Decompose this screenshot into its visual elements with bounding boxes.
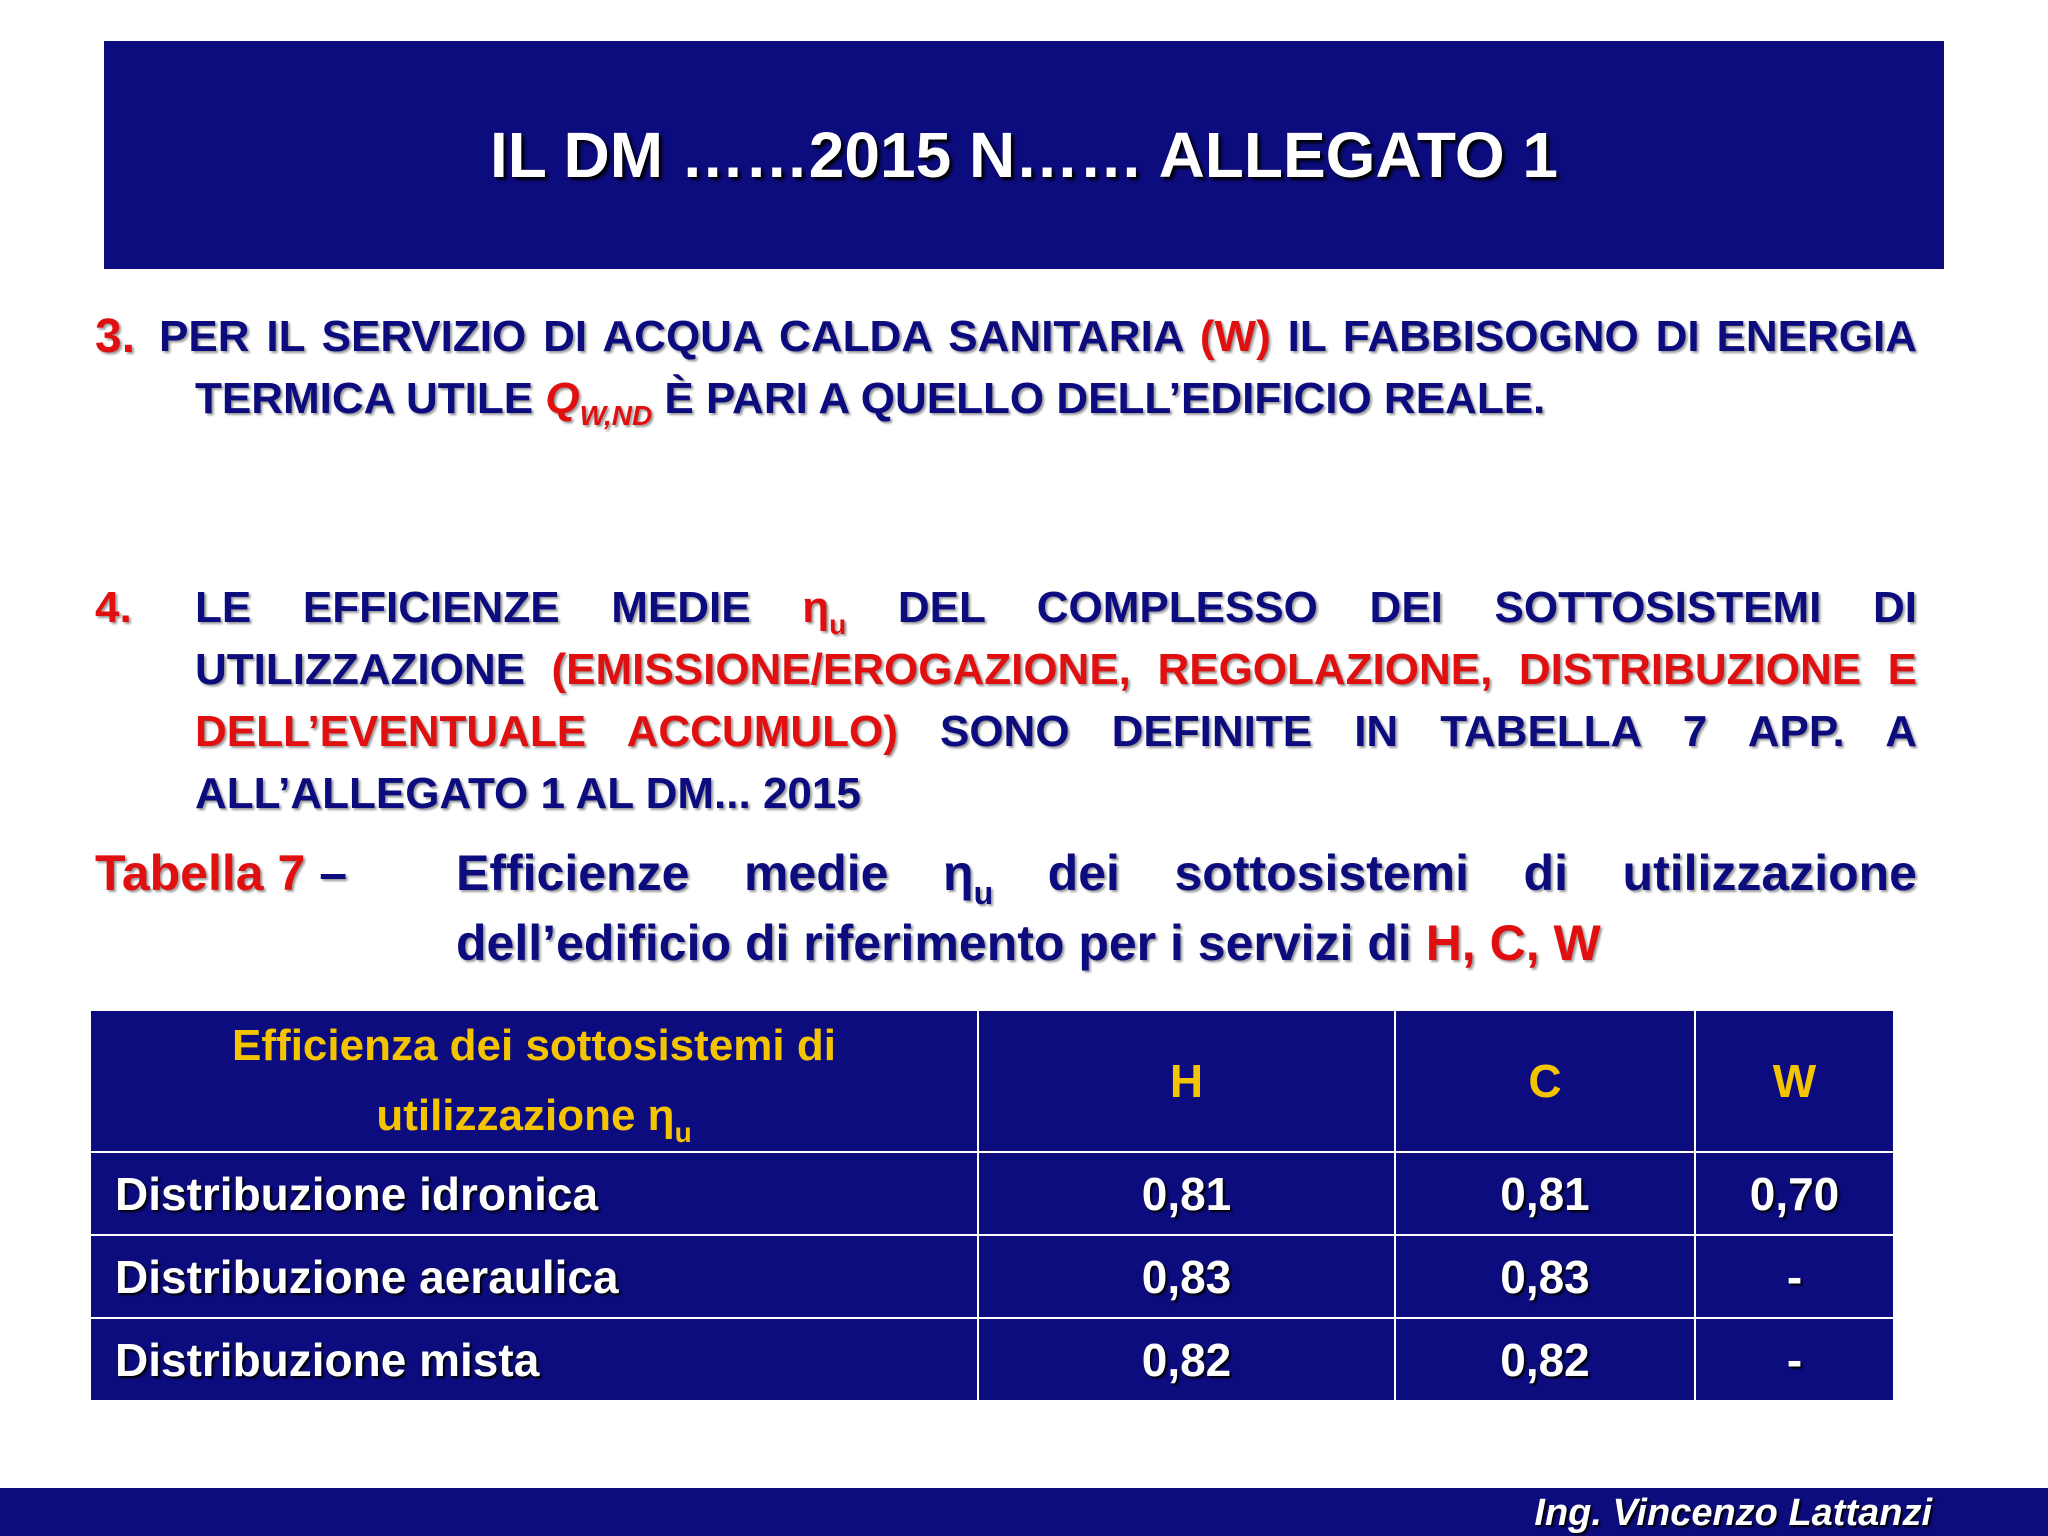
footer-bar xyxy=(0,1488,2048,1536)
point-4-text-b: DEL COMPLESSO DEI SOTTOSISTEMI DI UTILIZZAZIONE xyxy=(195,583,1917,694)
header-c: C xyxy=(1395,1010,1695,1152)
table-row xyxy=(90,1152,1894,1235)
efficiency-table xyxy=(89,1009,1895,1402)
value-h: 0,83 xyxy=(978,1235,1395,1318)
value-c: 0,83 xyxy=(1395,1235,1695,1318)
table-row xyxy=(90,1235,1894,1318)
table-caption-text: Efficienze medie $\eta_u$ dei sottosistemi di utilizzazione dell’edificio di riferimento per i servizi di H, C, W xyxy=(456,845,1917,971)
point-4-highlight: (EMISSIONE/EROGAZIONE, REGOLAZIONE, DISTRIBUZIONE E DELL’EVENTUALE ACCUMULO) xyxy=(195,645,1917,756)
point-4-text xyxy=(95,577,1917,825)
point-3-text-a: PER IL SERVIZIO DI ACQUA CALDA SANITARIA xyxy=(159,312,1183,361)
header-h: H xyxy=(978,1010,1395,1152)
value-c: 0,81 xyxy=(1395,1152,1695,1235)
slide-title: IL DM ……2015 N…… ALLEGATO 1 xyxy=(489,119,1559,191)
header-w: W xyxy=(1695,1010,1894,1152)
author-name: Ing. Vincenzo Lattanzi xyxy=(1534,1492,1932,1534)
row-name: Distribuzione aeraulica xyxy=(90,1235,978,1318)
table-label: Tabella 7 – xyxy=(95,845,347,901)
row-name: Distribuzione idronica xyxy=(90,1152,978,1235)
header-efficiency: Efficienza dei sottosistemi di utilizzazione $\eta_u$ xyxy=(90,1010,978,1152)
point-3-w-highlight: (W) xyxy=(1199,312,1271,361)
value-h: 0,81 xyxy=(978,1152,1395,1235)
title-banner xyxy=(104,41,1944,269)
point-3-text-c: È PARI A QUELLO DELL’EDIFICIO REALE. xyxy=(664,374,1546,423)
table-header-row xyxy=(90,1010,1894,1152)
point-4-text-c: SONO DEFINITE IN TABELLA 7 APP. A ALL’ALLEGATO 1 AL DM... 2015 xyxy=(195,707,1917,818)
value-w: - xyxy=(1695,1235,1894,1318)
point-3-number: 3. xyxy=(95,310,136,363)
table-row xyxy=(90,1318,1894,1401)
value-h: 0,82 xyxy=(978,1318,1395,1401)
value-w: - xyxy=(1695,1318,1894,1401)
point-3-text-b: IL FABBISOGNO DI ENERGIA TERMICA UTILE xyxy=(195,312,1918,423)
value-w: 0,70 xyxy=(1695,1152,1894,1235)
point-3 xyxy=(95,306,1917,430)
row-name: Distribuzione mista xyxy=(90,1318,978,1401)
value-c: 0,82 xyxy=(1395,1318,1695,1401)
eta-u-symbol: $\eta_u$ xyxy=(802,583,847,640)
point-4-number: 4. xyxy=(95,583,132,632)
point-4 xyxy=(95,577,1917,825)
caption-services: H, C, W xyxy=(1425,915,1601,971)
point-3-text xyxy=(95,306,1917,430)
point-4-text-a: LE EFFICIENZE MEDIE xyxy=(195,583,751,632)
table-caption xyxy=(95,838,1917,978)
q-wnd-symbol: $Q_{W,ND}$ xyxy=(545,374,653,431)
